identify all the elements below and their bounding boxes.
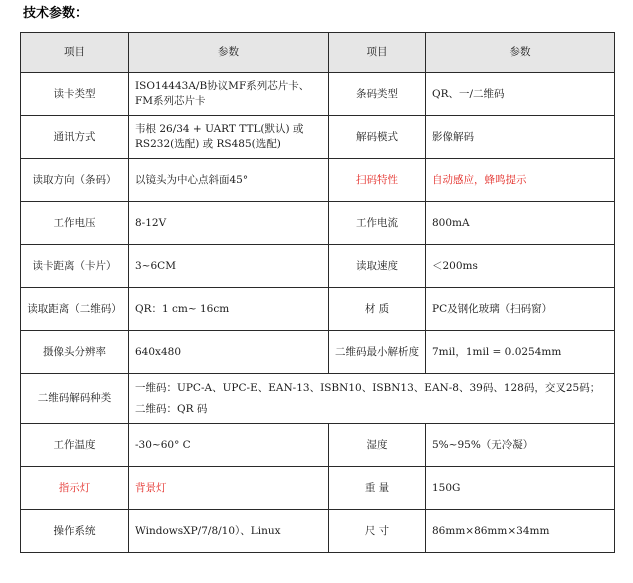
row-value: 86mm×86mm×34mm bbox=[426, 510, 615, 553]
row-label: 湿度 bbox=[329, 424, 426, 467]
row-label: 读取速度 bbox=[329, 245, 426, 288]
row-value: -30~60° C bbox=[129, 424, 329, 467]
row-label: 条码类型 bbox=[329, 73, 426, 116]
row-label: 工作电压 bbox=[21, 202, 129, 245]
row-value: 640x480 bbox=[129, 331, 329, 374]
row-value: 以镜头为中心点斜面45° bbox=[129, 159, 329, 202]
table-row bbox=[21, 331, 615, 374]
table-row bbox=[21, 159, 615, 202]
row-label: 通讯方式 bbox=[21, 116, 129, 159]
row-label: 解码模式 bbox=[329, 116, 426, 159]
row-value: WindowsXP/7/8/10）、Linux bbox=[129, 510, 329, 553]
row-label: 工作温度 bbox=[21, 424, 129, 467]
row-label: 二维码解码种类 bbox=[21, 374, 129, 424]
row-label: 读取方向（条码） bbox=[21, 159, 129, 202]
row-value: QR、一/二维码 bbox=[426, 73, 615, 116]
table-row bbox=[21, 288, 615, 331]
spec-table bbox=[20, 32, 615, 553]
table-row bbox=[21, 510, 615, 553]
row-label: 摄像头分辨率 bbox=[21, 331, 129, 374]
header-param: 参数 bbox=[129, 33, 329, 73]
row-label: 材 质 bbox=[329, 288, 426, 331]
row-value-highlight: 背景灯 bbox=[129, 467, 329, 510]
row-value-highlight: 自动感应，蜂鸣提示 bbox=[426, 159, 615, 202]
row-value-wide bbox=[129, 374, 615, 424]
row-value: 8-12V bbox=[129, 202, 329, 245]
table-row bbox=[21, 73, 615, 116]
page-title: 技术参数： bbox=[23, 6, 89, 21]
row-label: 读取距离（二维码） bbox=[21, 288, 129, 331]
row-value: ISO14443A/B协议MF系列芯片卡、FM系列芯片卡 bbox=[129, 73, 329, 116]
row-label: 工作电流 bbox=[329, 202, 426, 245]
barcode-2d-types: 二维码：QR 码 bbox=[135, 402, 208, 415]
row-label: 操作系统 bbox=[21, 510, 129, 553]
row-value: 800mA bbox=[426, 202, 615, 245]
header-item: 项目 bbox=[329, 33, 426, 73]
row-label: 重 量 bbox=[329, 467, 426, 510]
row-label: 二维码最小解析度 bbox=[329, 331, 426, 374]
row-value: 150G bbox=[426, 467, 615, 510]
row-value: 韦根 26/34 + UART TTL(默认) 或 RS232(选配) 或 RS485(选配) bbox=[129, 116, 329, 159]
row-label-highlight: 扫码特性 bbox=[329, 159, 426, 202]
barcode-1d-types: 一维码：UPC-A、UPC-E、EAN-13、ISBN10、ISBN13、EAN-8、39码、128码，交叉25码； bbox=[135, 381, 601, 394]
row-label: 尺 寸 bbox=[329, 510, 426, 553]
row-value: 5%~95%（无冷凝） bbox=[426, 424, 615, 467]
table-row bbox=[21, 467, 615, 510]
row-value: 3~6CM bbox=[129, 245, 329, 288]
header-item: 项目 bbox=[21, 33, 129, 73]
table-header-row bbox=[21, 33, 615, 73]
table-row bbox=[21, 424, 615, 467]
row-label: 读卡距离（卡片） bbox=[21, 245, 129, 288]
row-value: ＜200ms bbox=[426, 245, 615, 288]
row-value: 影像解码 bbox=[426, 116, 615, 159]
header-param: 参数 bbox=[426, 33, 615, 73]
row-value: 7mil，1mil = 0.0254mm bbox=[426, 331, 615, 374]
row-value: PC及钢化玻璃（扫码窗） bbox=[426, 288, 615, 331]
table-row bbox=[21, 202, 615, 245]
table-row bbox=[21, 245, 615, 288]
row-label: 读卡类型 bbox=[21, 73, 129, 116]
table-row bbox=[21, 374, 615, 424]
row-label-highlight: 指示灯 bbox=[21, 467, 129, 510]
table-row bbox=[21, 116, 615, 159]
row-value: QR：1 cm~ 16cm bbox=[129, 288, 329, 331]
